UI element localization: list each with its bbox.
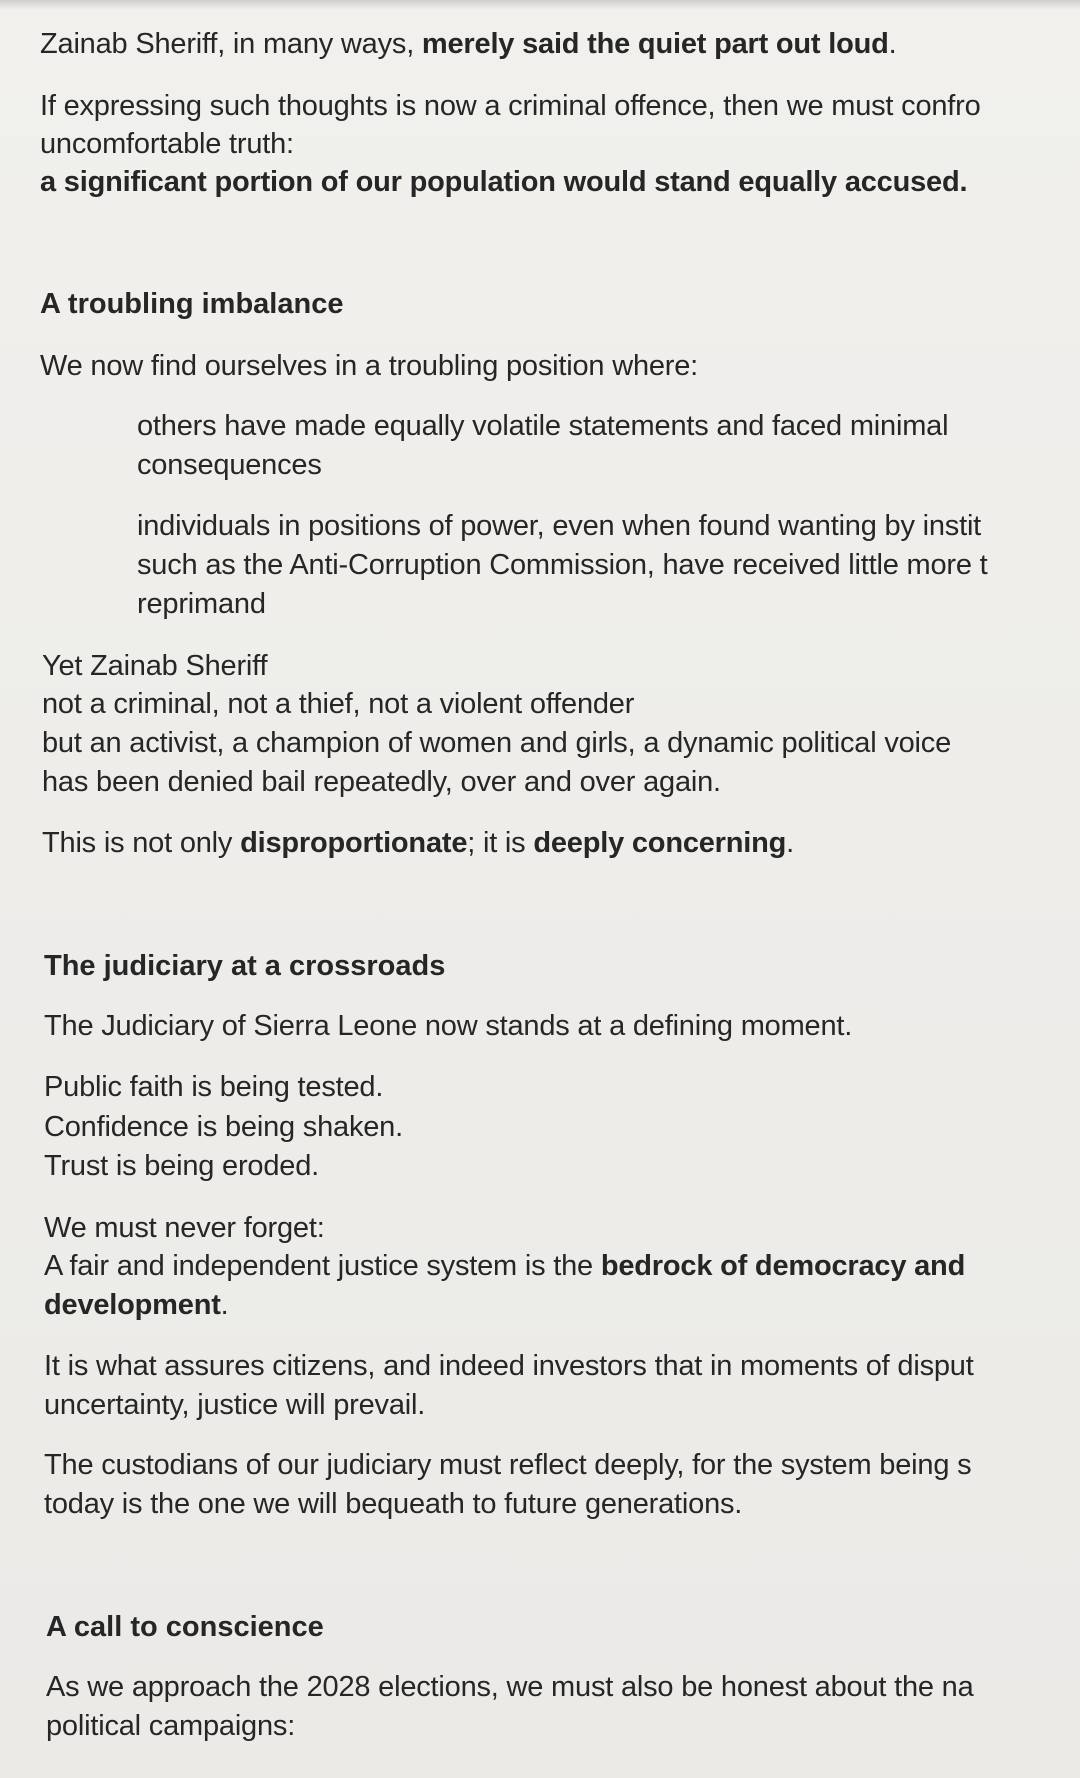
judiciary-p2-line-1: Public faith is being tested. bbox=[44, 1071, 384, 1103]
conscience-p1-line-2: political campaigns: bbox=[46, 1710, 296, 1742]
intro-p2-line-1: If expressing such thoughts is now a criminal offence, then we must confro bbox=[40, 90, 981, 122]
conclusion-period: . bbox=[786, 827, 795, 859]
page-top-shadow bbox=[0, 0, 1080, 10]
intro-p1-text: Zainab Sheriff, in many ways, bbox=[40, 28, 422, 60]
imbalance-item-1-line-2: consequences bbox=[137, 449, 322, 481]
conclusion-text-1: This is not only bbox=[42, 827, 241, 859]
yet-line-3: but an activist, a champion of women and girls, a dynamic political voice bbox=[42, 727, 952, 759]
judiciary-p3-line-2 bbox=[44, 1252, 965, 1281]
intro-p2-emphasis-line: a significant portion of our population would stand equally accused. bbox=[40, 166, 968, 198]
judiciary-p4-line-1: It is what assures citizens, and indeed investors that in moments of disput bbox=[44, 1350, 974, 1382]
imbalance-item-1-line-1: others have made equally volatile statements and faced minimal bbox=[137, 410, 949, 442]
judiciary-p3-emphasis-1: bedrock of democracy and bbox=[600, 1250, 966, 1282]
intro-p2-line-2: uncomfortable truth: bbox=[40, 128, 294, 160]
section-heading-imbalance: A troubling imbalance bbox=[40, 288, 344, 320]
imbalance-item-2-line-3: reprimand bbox=[137, 588, 266, 620]
judiciary-p2-line-2: Confidence is being shaken. bbox=[44, 1111, 403, 1143]
conclusion-text-2: ; it is bbox=[467, 827, 534, 859]
judiciary-p2-line-3: Trust is being eroded. bbox=[44, 1150, 320, 1182]
judiciary-p5-line-1: The custodians of our judiciary must reflect deeply, for the system being s bbox=[44, 1449, 972, 1481]
judiciary-p3-line-1: We must never forget: bbox=[44, 1212, 325, 1244]
judiciary-p3-text: A fair and independent justice system is the bbox=[44, 1250, 601, 1282]
judiciary-p1: The Judiciary of Sierra Leone now stands at a defining moment. bbox=[44, 1010, 853, 1042]
intro-p1-emphasis: merely said the quiet part out loud bbox=[421, 28, 889, 60]
yet-line-2: not a criminal, not a thief, not a violent offender bbox=[42, 688, 635, 720]
judiciary-p4-line-2: uncertainty, justice will prevail. bbox=[44, 1389, 426, 1421]
conclusion-emphasis-1: disproportionate bbox=[240, 827, 468, 859]
intro-p1-period: . bbox=[888, 28, 897, 60]
judiciary-p3-period: . bbox=[220, 1289, 229, 1321]
conclusion-emphasis-2: deeply concerning bbox=[533, 827, 787, 859]
section-heading-judiciary: The judiciary at a crossroads bbox=[44, 950, 446, 982]
imbalance-item-2-line-1: individuals in positions of power, even when found wanting by instit bbox=[137, 510, 982, 542]
conscience-p1-line-1: As we approach the 2028 elections, we must also be honest about the na bbox=[46, 1671, 974, 1703]
intro-paragraph-1 bbox=[40, 30, 897, 59]
judiciary-p3-emphasis-2: development bbox=[44, 1289, 221, 1321]
judiciary-p5-line-2: today is the one we will bequeath to future generations. bbox=[44, 1488, 743, 1520]
imbalance-item-2-line-2: such as the Anti-Corruption Commission, have received little more t bbox=[137, 549, 988, 581]
imbalance-conclusion bbox=[42, 829, 794, 858]
imbalance-lead: We now find ourselves in a troubling position where: bbox=[40, 350, 699, 382]
section-heading-conscience: A call to conscience bbox=[46, 1611, 324, 1643]
yet-line-1: Yet Zainab Sheriff bbox=[42, 650, 268, 682]
judiciary-p3-line-3 bbox=[44, 1291, 229, 1320]
yet-line-4: has been denied bail repeatedly, over and over again. bbox=[42, 766, 721, 798]
